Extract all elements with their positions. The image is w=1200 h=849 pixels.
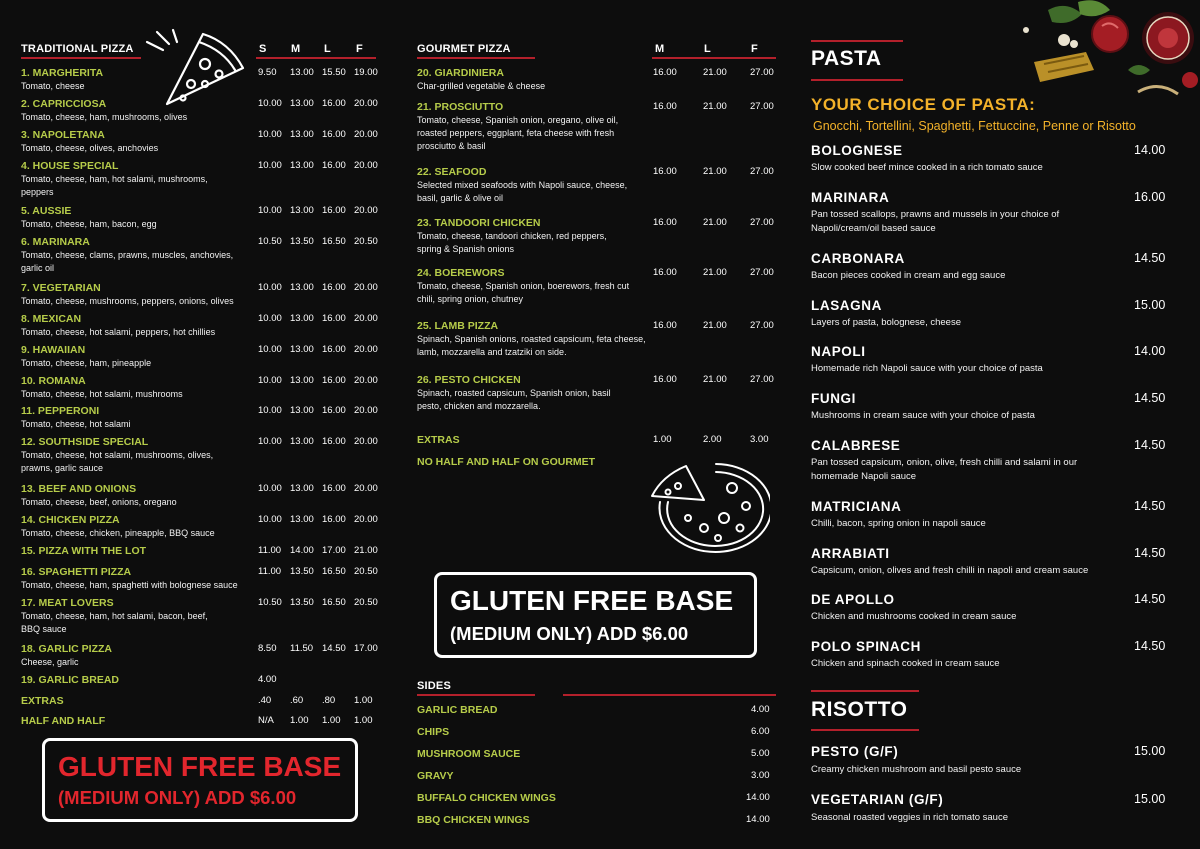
side-item-name: GRAVY [417,770,454,782]
pizza-item-name: 20. GIARDINIERA [417,67,504,79]
side-item-price: 4.00 [751,704,770,715]
price-l: 16.00 [322,205,346,216]
risotto-item-name: PESTO (G/F) [811,744,899,759]
price-m: 16.00 [653,267,677,278]
pasta-item-name: POLO SPINACH [811,639,921,654]
gluten-free-subtitle: (MEDIUM ONLY) ADD $6.00 [450,623,689,644]
price-f: 1.00 [354,695,373,706]
gourmet-extras-label: EXTRAS [417,434,460,446]
pizza-item-name: 7. VEGETARIAN [21,282,101,294]
price-s: 10.00 [258,483,282,494]
pizza-item-name: 24. BOEREWORS [417,267,505,279]
pasta-item-price: 15.00 [1134,298,1166,312]
price-m: 16.00 [653,101,677,112]
pasta-item-name: ARRABIATI [811,546,890,561]
pizza-item-desc: Cheese, garlic [21,657,79,667]
price-l: 1.00 [322,715,341,726]
sides-header: SIDES [417,680,452,692]
price-s: 10.00 [258,282,282,293]
pizza-item-desc: Tomato, cheese, mushrooms, peppers, onions, olives [21,296,234,306]
price-s: 10.00 [258,514,282,525]
price-l: 16.00 [322,98,346,109]
side-item-name: BBQ CHICKEN WINGS [417,814,530,826]
pizza-item-desc: Tomato, cheese, ham, pineapple [21,358,152,368]
size-header-underline [652,57,776,59]
price-f: 21.00 [354,545,378,556]
header-underline [417,57,535,59]
price-f: 20.00 [354,129,378,140]
side-item-name: MUSHROOM SAUCE [417,748,521,760]
price-l: 16.50 [322,236,346,247]
price-f: 20.50 [354,566,378,577]
price-l: 16.00 [322,344,346,355]
pizza-slice-icon [143,28,247,110]
risotto-item-name: VEGETARIAN (G/F) [811,792,944,807]
pizza-item-desc: Selected mixed seafoods with Napoli sauce, cheese, basil, garlic & olive oil [417,180,628,203]
header-underline [417,694,535,696]
gourmet-pizza-header: GOURMET PIZZA [417,43,511,55]
price-l: 21.00 [703,101,727,112]
price-m: 13.00 [290,375,314,386]
price-m: 14.00 [290,545,314,556]
pasta-item-price: 14.50 [1134,499,1166,513]
pizza-item-desc: Tomato, cheese, olives, anchovies [21,143,159,153]
price-l: 16.00 [322,375,346,386]
price-l: 16.00 [322,313,346,324]
price-s: 10.00 [258,344,282,355]
price-l: 16.00 [322,160,346,171]
pizza-item-desc: Tomato, cheese, ham, spaghetti with bolognese sauce [21,580,238,590]
side-item-name: GARLIC BREAD [417,704,498,716]
risotto-title-topline [811,690,919,692]
price-m: 13.00 [290,344,314,355]
price-l: 21.00 [703,267,727,278]
side-item-price: 14.00 [746,792,770,803]
pizza-item-desc: Tomato, cheese, Spanish onion, oregano, olive oil, roasted peppers, eggplant, feta cheese with fresh prosciutto & basil [417,115,619,151]
price-m: 13.50 [290,597,314,608]
pasta-title-underline [811,79,903,81]
pasta-item-price: 14.50 [1134,546,1166,560]
pizza-item-desc: Tomato, cheese, hot salami, mushrooms, olives, prawns, garlic sauce [21,450,214,473]
price-l: 16.50 [322,566,346,577]
price-f: 27.00 [750,217,774,228]
pasta-item-desc: Chicken and mushrooms cooked in cream sauce [811,611,1017,622]
size-m-header: M [291,43,301,55]
price-m: 16.00 [653,67,677,78]
pasta-item-desc: Slow cooked beef mince cooked in a rich tomato sauce [811,162,1043,173]
pasta-item-name: MATRICIANA [811,499,902,514]
gluten-free-banner-white [434,572,757,658]
price-s: .40 [258,695,272,706]
price-m: 13.00 [290,67,314,78]
pasta-item-price: 14.50 [1134,639,1166,653]
pizza-item-name: 21. PROSCIUTTO [417,101,504,113]
pizza-item-name: 11. PEPPERONI [21,405,100,417]
risotto-item-desc: Seasonal roasted veggies in rich tomato sauce [811,812,1008,823]
pizza-item-name: 13. BEEF AND ONIONS [21,483,137,495]
pizza-item-name: 14. CHICKEN PIZZA [21,514,120,526]
pizza-item-name: 16. SPAGHETTI PIZZA [21,566,132,578]
price-l: 21.00 [703,67,727,78]
price-m: 13.00 [290,160,314,171]
pizza-item-name: 19. GARLIC BREAD [21,674,120,686]
pizza-item-name: 4. HOUSE SPECIAL [21,160,119,172]
pasta-item-price: 14.00 [1134,143,1166,157]
price-l: 16.00 [322,282,346,293]
pasta-choice-title: YOUR CHOICE OF PASTA: [811,95,1036,114]
pasta-item-price: 14.00 [1134,344,1166,358]
price-s: 10.00 [258,205,282,216]
pizza-item-name: 15. PIZZA WITH THE LOT [21,545,147,557]
price-m: 16.00 [653,320,677,331]
pizza-item-name: 26. PESTO CHICKEN [417,374,521,386]
price-s: 11.00 [258,566,282,577]
pasta-item-price: 14.50 [1134,592,1166,606]
half-and-half-label: HALF AND HALF [21,715,106,727]
pizza-item-desc: Tomato, cheese, ham, mushrooms, olives [21,112,188,122]
price-s: 4.00 [258,674,277,685]
pizza-item-name: 23. TANDOORI CHICKEN [417,217,541,229]
price-f: 27.00 [750,374,774,385]
pizza-item-desc: Tomato, cheese, hot salami, peppers, hot chillies [21,327,216,337]
extras-label: EXTRAS [21,695,64,707]
pizza-item-name: 12. SOUTHSIDE SPECIAL [21,436,149,448]
pasta-item-desc: Capsicum, onion, olives and fresh chilli in napoli and cream sauce [811,565,1089,576]
price-m: 11.50 [290,643,314,654]
price-f: 27.00 [750,101,774,112]
pizza-item-desc: Spinach, roasted capsicum, Spanish onion, basil pesto, chicken and mozzarella. [417,388,611,411]
pizza-item-desc: Tomato, cheese, hot salami [21,419,131,429]
price-f: 20.50 [354,597,378,608]
price-l: 15.50 [322,67,346,78]
pizza-item-desc: Char-grilled vegetable & cheese [417,81,546,91]
pasta-item-name: MARINARA [811,190,890,205]
price-m: .60 [290,695,304,706]
size-l-header: L [324,43,331,55]
price-f: 20.00 [354,405,378,416]
pasta-item-desc: Bacon pieces cooked in cream and egg sauce [811,270,1006,281]
pizza-item-desc: Tomato, cheese [21,81,85,91]
price-f: 27.00 [750,320,774,331]
price-f: 20.00 [354,160,378,171]
price-m: 13.00 [290,129,314,140]
pizza-item-name: 5. AUSSIE [21,205,72,217]
price-f: 20.00 [354,375,378,386]
pasta-title: PASTA [811,47,882,70]
size-l-header: L [704,43,711,55]
risotto-item-desc: Creamy chicken mushroom and basil pesto sauce [811,764,1022,775]
price-f: 27.00 [750,166,774,177]
pizza-item-name: 25. LAMB PIZZA [417,320,499,332]
price-l: 21.00 [703,217,727,228]
pasta-item-name: NAPOLI [811,344,866,359]
price-f: 20.50 [354,236,378,247]
pasta-item-desc: Layers of pasta, bolognese, cheese [811,317,961,328]
pasta-item-name: CARBONARA [811,251,905,266]
price-s: 10.00 [258,129,282,140]
pasta-item-name: DE APOLLO [811,592,895,607]
price-f: 27.00 [750,67,774,78]
price-f: 20.00 [354,483,378,494]
price-f: 1.00 [354,715,373,726]
size-m-header: M [655,43,665,55]
price-s: 8.50 [258,643,277,654]
risotto-item-price: 15.00 [1134,744,1166,758]
price-s: 10.00 [258,436,282,447]
pasta-item-name: BOLOGNESE [811,143,903,158]
price-m: 13.50 [290,566,314,577]
price-f: 20.00 [354,98,378,109]
price-f: 20.00 [354,514,378,525]
no-half-note: NO HALF AND HALF ON GOURMET [417,456,596,468]
price-s: 10.00 [258,98,282,109]
price-s: 10.50 [258,597,282,608]
pasta-item-price: 14.50 [1134,438,1166,452]
price-m: 13.00 [290,313,314,324]
price-s: 10.00 [258,160,282,171]
price-f: 20.00 [354,205,378,216]
price-l: 16.00 [322,483,346,494]
price-l: 14.50 [322,643,346,654]
header-underline [21,57,141,59]
price-m: 13.00 [290,205,314,216]
price-f: 19.00 [354,67,378,78]
pizza-item-name: 2. CAPRICCIOSA [21,98,107,110]
side-item-price: 14.00 [746,814,770,825]
pasta-item-price: 16.00 [1134,190,1166,204]
price-l: .80 [322,695,336,706]
price-m: 16.00 [653,217,677,228]
price-s: 10.00 [258,375,282,386]
price-f: 20.00 [354,282,378,293]
price-l: 21.00 [703,320,727,331]
pizza-icon [648,462,770,554]
pizza-item-name: 1. MARGHERITA [21,67,104,79]
price-m: 13.00 [290,405,314,416]
pizza-item-name: 10. ROMANA [21,375,86,387]
pizza-item-desc: Tomato, cheese, ham, bacon, egg [21,219,157,229]
size-header-underline [256,57,376,59]
side-item-name: BUFFALO CHICKEN WINGS [417,792,556,804]
pizza-item-name: 22. SEAFOOD [417,166,487,178]
price-l: 16.00 [322,436,346,447]
price-f: 20.00 [354,436,378,447]
price-m: 13.00 [290,282,314,293]
traditional-pizza-header: TRADITIONAL PIZZA [21,43,134,55]
price-l: 21.00 [703,374,727,385]
price-s: N/A [258,715,274,726]
header-underline-right [563,694,776,696]
size-f-header: F [751,43,758,55]
pizza-item-name: 6. MARINARA [21,236,90,248]
price-m: 16.00 [653,374,677,385]
price-s: 9.50 [258,67,277,78]
price-s: 11.00 [258,545,282,556]
pasta-item-desc: Pan tossed capsicum, onion, olive, fresh chilli and salami in our homemade Napoli sauce [811,457,1078,482]
price-m: 13.00 [290,483,314,494]
price-l: 21.00 [703,166,727,177]
pizza-item-desc: Tomato, cheese, Spanish onion, boerewors, fresh cut chili, spring onion, chutney [417,281,630,304]
pasta-item-name: CALABRESE [811,438,901,453]
risotto-title: RISOTTO [811,698,908,721]
pizza-item-name: 3. NAPOLETANA [21,129,105,141]
price-l: 16.00 [322,129,346,140]
price-s: 10.50 [258,236,282,247]
side-item-name: CHIPS [417,726,450,738]
pasta-choice-list: Gnocchi, Tortellini, Spaghetti, Fettuccine, Penne or Risotto [813,119,1136,133]
size-s-header: S [259,43,267,55]
pasta-item-desc: Chicken and spinach cooked in cream sauce [811,658,1000,669]
price-m: 13.00 [290,436,314,447]
ingredients-illustration [1018,0,1200,118]
pizza-item-name: 17. MEAT LOVERS [21,597,114,609]
gluten-free-title: GLUTEN FREE BASE [58,751,342,782]
pizza-item-desc: Tomato, cheese, ham, hot salami, bacon, beef, BBQ sauce [21,611,208,634]
pasta-item-price: 14.50 [1134,251,1166,265]
price-m: 1.00 [290,715,309,726]
price-m: 16.00 [653,166,677,177]
pizza-item-name: 9. HAWAIIAN [21,344,86,356]
price-s: 10.00 [258,405,282,416]
pasta-item-name: FUNGI [811,391,856,406]
price-f: 3.00 [750,434,769,445]
side-item-price: 6.00 [751,726,770,737]
side-item-price: 5.00 [751,748,770,759]
price-l: 16.00 [322,514,346,525]
price-s: 10.00 [258,313,282,324]
price-l: 2.00 [703,434,722,445]
pasta-item-desc: Chilli, bacon, spring onion in napoli sauce [811,518,986,529]
pasta-item-desc: Mushrooms in cream sauce with your choice of pasta [811,410,1035,421]
price-f: 20.00 [354,344,378,355]
price-m: 1.00 [653,434,672,445]
pasta-item-price: 14.50 [1134,391,1166,405]
price-m: 13.00 [290,514,314,525]
pizza-item-desc: Tomato, cheese, clams, prawns, muscles, anchovies, garlic oil [21,250,234,273]
pizza-item-desc: Tomato, cheese, hot salami, mushrooms [21,389,183,399]
price-l: 16.50 [322,597,346,608]
pizza-item-desc: Tomato, cheese, ham, hot salami, mushrooms, peppers [21,174,208,197]
pasta-item-desc: Pan tossed scallops, prawns and mussels in your choice of Napoli/cream/oil based sauce [811,209,1060,234]
price-m: 13.50 [290,236,314,247]
risotto-title-underline [811,729,919,731]
price-l: 17.00 [322,545,346,556]
gluten-free-title: GLUTEN FREE BASE [450,585,734,616]
price-f: 27.00 [750,267,774,278]
price-l: 16.00 [322,405,346,416]
side-item-price: 3.00 [751,770,770,781]
pasta-item-desc: Homemade rich Napoli sauce with your choice of pasta [811,363,1043,374]
pasta-item-name: LASAGNA [811,298,882,313]
pizza-item-desc: Tomato, cheese, chicken, pineapple, BBQ sauce [21,528,215,538]
gluten-free-banner-red [42,738,358,822]
price-f: 20.00 [354,313,378,324]
pizza-item-name: 8. MEXICAN [21,313,82,325]
price-m: 13.00 [290,98,314,109]
pasta-title-topline [811,40,903,42]
pizza-item-desc: Spinach, Spanish onions, roasted capsicum, feta cheese, lamb, mozzarella and tzatziki on side. [417,334,646,357]
pizza-item-name: 18. GARLIC PIZZA [21,643,113,655]
size-f-header: F [356,43,363,55]
risotto-item-price: 15.00 [1134,792,1166,806]
gluten-free-subtitle: (MEDIUM ONLY) ADD $6.00 [58,787,297,808]
pizza-item-desc: Tomato, cheese, tandoori chicken, red peppers, spring & Spanish onions [417,231,607,254]
price-f: 17.00 [354,643,378,654]
pizza-item-desc: Tomato, cheese, beef, onions, oregano [21,497,177,507]
